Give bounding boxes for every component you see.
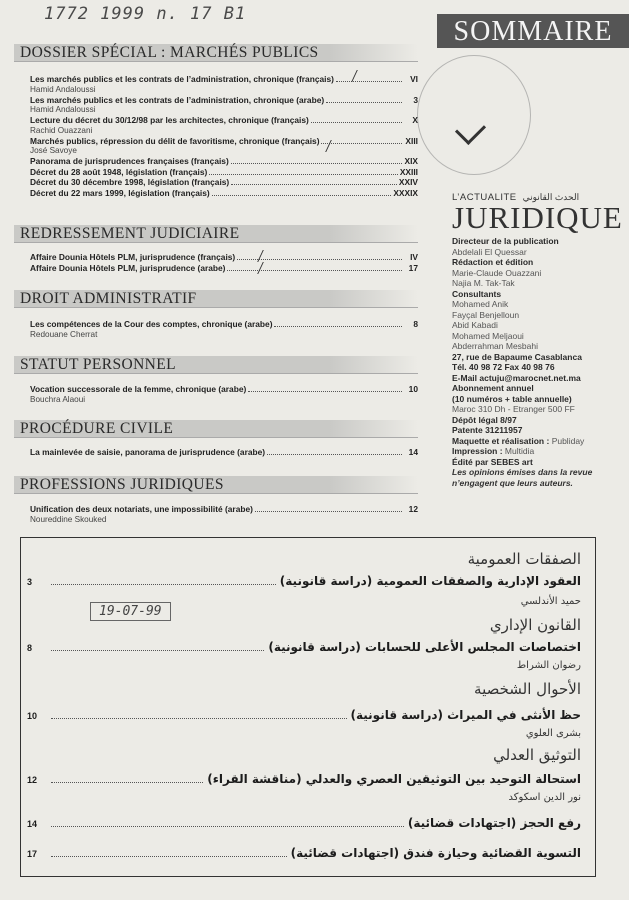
- entry-title: La mainlevée de saisie, panorama de jurisprudence (arabe): [30, 447, 266, 457]
- entry-title: Les marchés publics et les contrats de l’administration, chronique (français): [30, 74, 334, 84]
- consultant-name: Fayçal Benjelloun: [452, 309, 520, 320]
- entry-page: 8: [413, 319, 418, 329]
- consultant-name: Abderrahman Mesbahi: [452, 341, 538, 351]
- entry-page: 10: [408, 384, 418, 394]
- arabic-entry: [21, 574, 581, 588]
- entry-page: 3: [413, 94, 418, 105]
- consultant-name: Mohamed Meljaoui: [452, 330, 524, 341]
- address: 27, rue de Bapaume Casablanca: [452, 351, 582, 362]
- entry-page: IV: [410, 252, 418, 262]
- entry-author: Redouane Cherrat: [30, 329, 98, 339]
- arabic-entry: [21, 772, 581, 786]
- entry-title: Lecture du décret du 30/12/98 par les architectes, chronique (français): [30, 115, 309, 125]
- entry-page: XXIV: [398, 177, 418, 187]
- section-procedure-civile: [14, 420, 418, 458]
- entry-page: VI: [410, 74, 418, 84]
- section-title: DOSSIER SPÉCIAL : MARCHÉS PUBLICS: [14, 44, 418, 62]
- redaction-label: Rédaction et édition: [452, 257, 534, 267]
- maquette: Publiday: [551, 435, 585, 446]
- entry-title: Marchés publics, répression du délit de favoritisme, chronique (français): [30, 135, 320, 146]
- maquette-label: Maquette et réalisation :: [452, 435, 550, 446]
- leader-dots: [326, 102, 402, 103]
- redaction-name: Marie-Claude Ouazzani: [452, 267, 542, 278]
- journal-logo: [452, 192, 623, 235]
- arabic-author: رضوان الشراط: [516, 660, 581, 671]
- entry-title: Unification des deux notariats, une impossibilité (arabe): [30, 504, 253, 514]
- toc-entry: [30, 156, 418, 167]
- entry-title: Vocation successorale de la femme, chronique (arabe): [30, 384, 247, 394]
- entry-title: Décret du 28 août 1948, législation (français): [30, 166, 208, 177]
- section-title: DROIT ADMINISTRATIF: [14, 290, 418, 308]
- toc-entry: [30, 319, 418, 330]
- arabic-entry-title: حظ الأنثى في الميراث (دراسة قانونية): [350, 708, 581, 722]
- leader-dots: [51, 718, 347, 719]
- sommaire-header: SOMMAIRE: [437, 14, 629, 48]
- section-title: PROFESSIONS JURIDIQUES: [14, 476, 418, 494]
- entry-page: XIX: [404, 156, 418, 166]
- toc-entry: [30, 504, 418, 515]
- arabic-author: بشرى العلوي: [525, 728, 581, 739]
- leader-dots: [311, 122, 402, 123]
- toc-entry: [30, 167, 418, 178]
- patente: Patente 31211957: [452, 425, 523, 435]
- section-redressement: [14, 225, 418, 273]
- telephone: Tél. 40 98 72 Fax 40 98 76: [452, 362, 555, 372]
- entry-page: XIII: [405, 135, 418, 146]
- entry-author: Bouchra Alaoui: [30, 394, 86, 404]
- handwritten-reference: 1772 1999 n. 17 B1: [44, 4, 247, 24]
- leader-dots: [51, 650, 264, 651]
- impression-label: Impression :: [452, 446, 503, 456]
- arabic-entry-page: 17: [27, 849, 38, 859]
- arabic-entry: [21, 816, 581, 830]
- leader-dots: [255, 511, 402, 512]
- arabic-entry: [21, 640, 581, 654]
- subscription-detail: (10 numéros + table annuelle): [452, 393, 572, 404]
- section-professions-juridiques: [14, 476, 418, 525]
- toc-entry: [30, 384, 418, 395]
- entry-author: Hamid Andaloussi: [30, 84, 96, 94]
- logo-top-arabic: الحدث القانوني: [522, 192, 580, 202]
- arabic-entry-page: 10: [27, 711, 38, 721]
- disclaimer: Les opinions émises dans la revue n’engagent que leurs auteurs.: [452, 467, 593, 488]
- email: E-Mail actuju@marocnet.net.ma: [452, 372, 581, 383]
- director: Abdelali El Quessar: [452, 246, 527, 257]
- logo-top: L’ACTUALITE: [452, 192, 517, 203]
- arabic-author: حميد الأندلسي: [520, 596, 581, 607]
- leader-dots: [231, 184, 397, 185]
- arabic-entry: [21, 708, 581, 722]
- edite-par: Édité par SEBES art: [452, 456, 533, 467]
- arabic-entry-page: 12: [27, 775, 38, 785]
- entry-page: 12: [408, 504, 418, 514]
- logo-main: JURIDIQUE: [452, 200, 623, 235]
- entry-page: XXIII: [399, 166, 418, 177]
- director-label: Directeur de la publication: [452, 236, 559, 246]
- consultant-name: Mohamed Anik: [452, 299, 509, 309]
- section-droit-administratif: [14, 290, 418, 340]
- entry-title: Les marchés publics et les contrats de l’administration, chronique (arabe): [30, 94, 325, 105]
- section-title: STATUT PERSONNEL: [14, 356, 418, 374]
- leader-dots: [209, 174, 398, 175]
- leader-dots: [267, 454, 402, 455]
- toc-entry: [30, 136, 418, 147]
- handwritten-date-stamp: 19-07-99: [90, 602, 171, 621]
- leader-dots: [248, 391, 402, 392]
- entry-title: Décret du 30 décembre 1998, législation (français): [30, 177, 230, 187]
- toc-entry: [30, 177, 418, 188]
- arabic-section-title: الصفقات العمومية: [467, 550, 581, 568]
- arabic-entry-page: 8: [27, 643, 33, 653]
- arabic-entry-title: العقود الإدارية والصفقات العمومية (دراسة قانونية): [279, 574, 581, 588]
- toc-entry: [30, 115, 418, 126]
- arabic-section-title: القانون الإداري: [489, 616, 581, 634]
- toc-entry: [30, 95, 418, 106]
- arabic-section-title: التوثيق العدلي: [493, 746, 581, 764]
- leader-dots: [321, 143, 402, 144]
- price: Maroc 310 Dh - Etranger 500 FF: [452, 404, 575, 414]
- toc-entry: [30, 188, 418, 199]
- entry-title: Décret du 22 mars 1999, législation (français): [30, 187, 210, 198]
- arabic-entry-page: 14: [27, 819, 38, 829]
- depot-legal: Dépôt légal 8/97: [452, 414, 517, 425]
- impression: Multidia: [504, 446, 535, 456]
- leader-dots: [51, 782, 203, 783]
- entry-title: Les compétences de la Cour des comptes, chronique (arabe): [30, 319, 273, 329]
- toc-entry: [30, 252, 418, 263]
- consultant-name: Abid Kabadi: [452, 320, 498, 330]
- entry-title: Affaire Dounia Hôtels PLM, jurisprudence (français): [30, 252, 236, 262]
- arabic-toc-box: [20, 537, 596, 877]
- arabic-entry-title: استحالة التوحيد بين التوثيقين العصري والعدلي (مناقشة القراء): [207, 772, 581, 786]
- leader-dots: [274, 326, 402, 327]
- entry-title: Affaire Dounia Hôtels PLM, jurisprudence (arabe): [30, 262, 226, 273]
- leader-dots: [51, 826, 404, 827]
- entry-author: Hamid Andaloussi: [30, 105, 96, 114]
- entry-author: Rachid Ouazzani: [30, 125, 93, 135]
- entry-page: XXXIX: [393, 187, 418, 198]
- leader-dots: [231, 163, 402, 164]
- entry-page: 17: [408, 262, 418, 273]
- entry-page: X: [412, 115, 418, 125]
- leader-dots: [237, 259, 402, 260]
- masthead-sidebar: [452, 236, 622, 488]
- arabic-entry-page: 3: [27, 577, 33, 587]
- leader-dots: [51, 584, 276, 585]
- leader-dots: [51, 856, 287, 857]
- entry-author: Noureddine Skouked: [30, 514, 107, 524]
- entry-title: Panorama de jurisprudences françaises (français): [30, 156, 229, 166]
- subscription-label: Abonnement annuel: [452, 383, 534, 393]
- toc-entry: [30, 263, 418, 274]
- section-title: PROCÉDURE CIVILE: [14, 420, 418, 438]
- arabic-entry-title: رفع الحجز (اجتهادات قضائية): [407, 816, 581, 830]
- consultants-label: Consultants: [452, 288, 502, 299]
- section-title: REDRESSEMENT JUDICIAIRE: [14, 225, 418, 243]
- arabic-entry: [21, 846, 581, 860]
- section-dossier-special: [14, 44, 418, 198]
- arabic-section-title: الأحوال الشخصية: [474, 680, 581, 698]
- arabic-entry-title: التسوية القضائية وحيازة فندق (اجتهادات قضائية): [290, 846, 581, 860]
- entry-page: 14: [408, 447, 418, 457]
- toc-entry: [30, 74, 418, 85]
- arabic-author: نور الدين اسكوكد: [508, 792, 581, 803]
- leader-dots: [212, 195, 392, 196]
- section-statut-personnel: [14, 356, 418, 405]
- entry-author: José Savoye: [30, 146, 77, 155]
- toc-entry: [30, 447, 418, 458]
- redaction-name: Najia M. Tak-Tak: [452, 278, 515, 288]
- arabic-entry-title: اختصاصات المجلس الأعلى للحسابات (دراسة قانونية): [268, 640, 581, 654]
